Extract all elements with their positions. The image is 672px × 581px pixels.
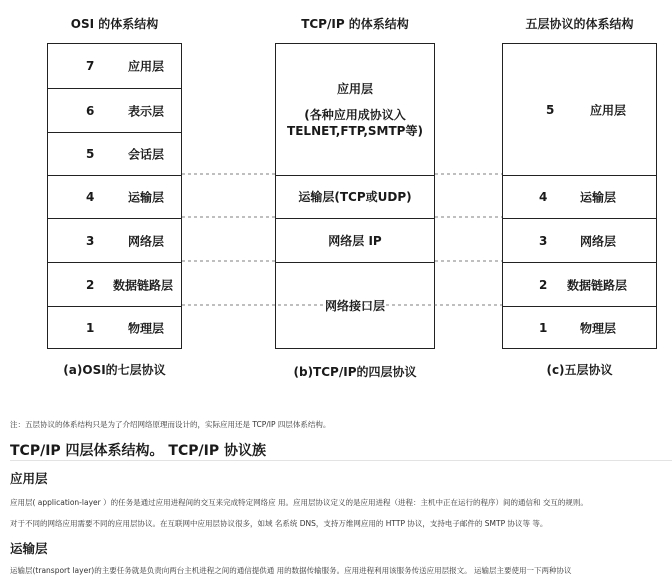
five-layer-name: 网络层 [580,234,617,248]
osi-layer-num: 7 [86,59,95,73]
section-application-para-1: 应用层( application-layer ）的任务是通过应用进程间的交互来完成特定网络应 用。应用层协议定义的是应用进程（进程：主机中正在运行的程序）间的通信和 交互的规则。 [10,498,588,507]
five-layer-num: 4 [539,190,548,204]
five-layer-num: 2 [539,277,548,292]
article-heading: TCP/IP 四层体系结构。 TCP/IP 协议族 [10,443,266,459]
tcpip-app-line1: 应用层 [336,81,373,96]
osi-layer-name: 应用层 [128,59,165,74]
five-layer-caption: (c)五层协议 [546,363,613,377]
tcpip-link-text: 网络接口层 [324,299,385,313]
osi-layer-num: 5 [86,147,95,161]
tcpip-transport-label: 运输层(TCP或UDP) [298,190,412,204]
osi-title: OSI 的体系结构 [70,17,159,31]
five-layer-title: 五层协议的体系结构 [525,17,634,31]
five-layer-name: 应用层 [590,103,627,117]
osi-layer-num: 6 [86,103,95,118]
tcpip-app-line3: TELNET,FTP,SMTP等) [287,123,423,138]
five-layer-name: 运输层 [580,190,617,205]
osi-layer-name: 表示层 [128,104,165,118]
five-layer-num: 3 [539,233,548,248]
osi-layer-name: 运输层 [128,190,165,205]
tcpip-title: TCP/IP 的体系结构 [301,17,409,31]
osi-layer-num: 3 [86,233,95,248]
section-transport-title: 运输层 [10,541,48,556]
five-layer-num: 5 [546,102,555,117]
five-layer-num: 1 [539,321,548,335]
five-layer-name: 物理层 [580,321,617,336]
osi-layer-num: 2 [86,277,95,292]
tcpip-network-label: 网络层 IP [328,233,382,248]
tcpip-app-line2: (各种应用成协议入 [304,107,406,122]
osi-layer-name: 物理层 [128,321,165,336]
note-text: 注：五层协议的体系结构只是为了介绍网络原理而设计的，实际应用还是 TCP/IP 四层体系结构。 [10,420,331,429]
section-application-title: 应用层 [10,471,48,486]
heading-divider [10,460,672,461]
osi-layer-name: 会话层 [128,147,165,162]
osi-caption: (a)OSI的七层协议 [63,363,166,377]
section-application-para-2: 对于不同的网络应用需要不同的应用层协议。在互联网中应用层协议很多，如域 名系统 DNS，支持万维网应用的 HTTP 协议，支持电子邮件的 SMTP 协议等 等。 [10,519,548,528]
section-transport-para-1: 运输层(transport layer)的主要任务就是负责向两台主机进程之间的通信提供通 用的数据传输服务。应用进程利用该服务传送应用层报文。 运输层主要使用一下两种协议 [10,566,572,575]
five-layer-name: 数据链路层 [567,278,628,292]
osi-layer-num: 1 [86,321,95,335]
tcpip-caption: (b)TCP/IP的四层协议 [293,365,417,379]
osi-layer-name: 网络层 [128,234,165,248]
osi-layer-num: 4 [86,190,95,204]
osi-layer-name: 数据链路层 [113,278,174,292]
